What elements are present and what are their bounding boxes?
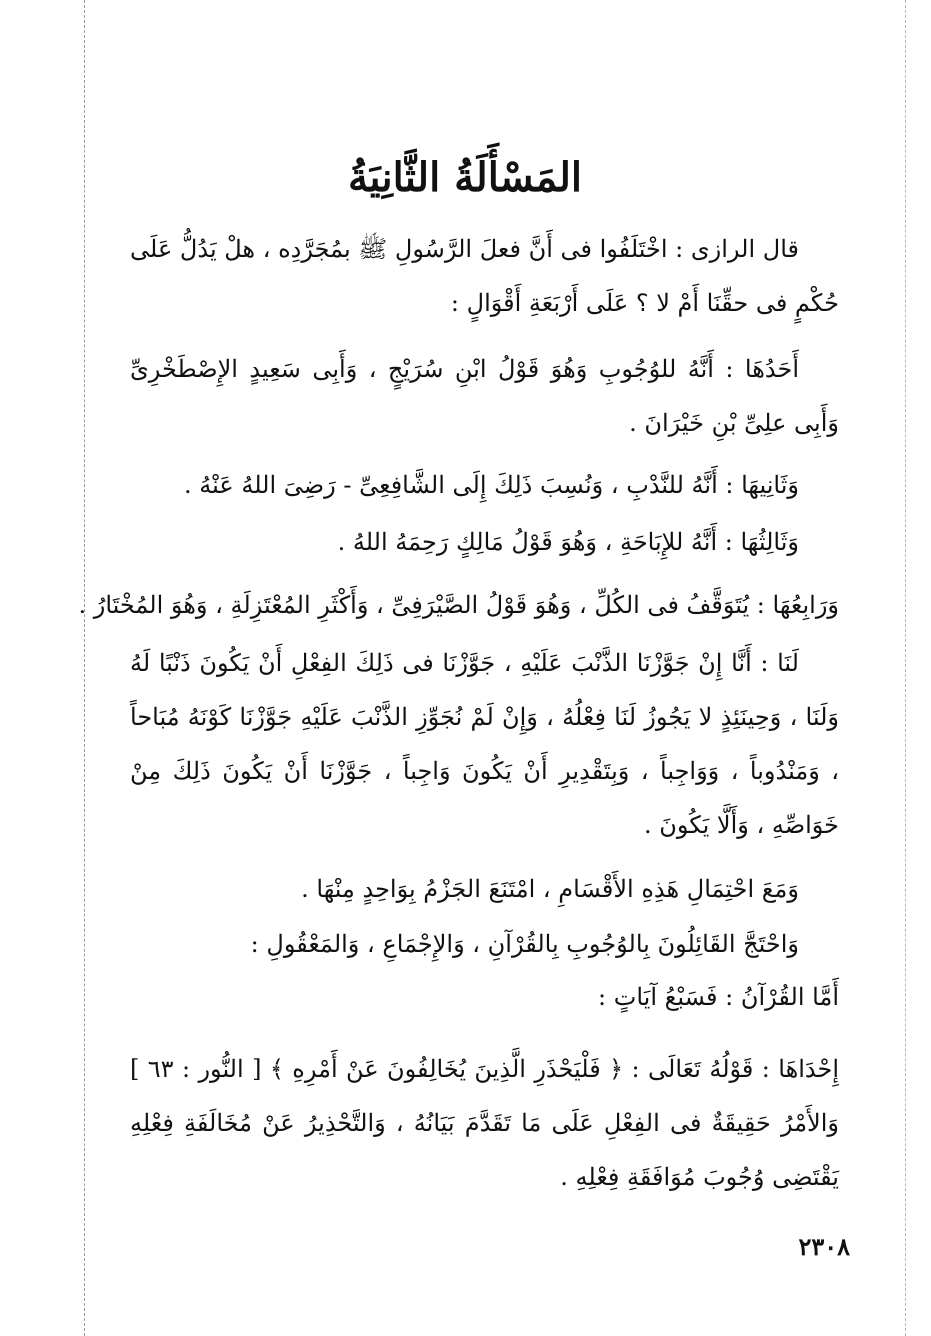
paragraph-first-verse [130,1042,839,1204]
page-number: ٢٣٠٨ [798,1232,850,1261]
paragraph-quran-heading: أَمَّا القُرْآنُ : فَسَبْعُ آيَاتٍ : [598,983,839,1011]
paragraph-argument [130,636,839,852]
paragraph-conclusion: وَمَعَ احْتِمَالِ هَذِهِ الأَقْسَامِ ، امْتَنَعَ الجَزْمُ بِوَاحِدٍ مِنْهَا . [301,875,799,903]
paragraph-text: أَحَدُهَا : أَنَّهُ للوُجُوبِ وَهُوَ قَوْلُ ابْنِ سُرَيْجٍ ، وَأَبِى سَعِيدٍ الإِصْطَخْرِىِّ وَأَبِى علِىِّ بْنِ خَيْرَانَ . [130,355,839,437]
paragraph-fourth-opinion: وَرَابِعُهَا : يُتَوَقَّفُ فى الكُلِّ ، وَهُوَ قَوْلُ الصَّيْرَفِىِّ ، وَأَكْثَرِ المُعْتَزِلَةِ ، وَهُوَ المُخْتَارُ . [78,591,839,619]
paragraph-proponents: وَاحْتَجَّ القَائِلُونَ بِالوُجُوبِ بِالقُرْآنِ ، وَالإِجْمَاعِ ، وَالمَعْقُولِ : [250,930,799,958]
paragraph-first-opinion [130,342,839,450]
paragraph-text: قال الرازى : اخْتَلَفُوا فى أَنَّ فعلَ الرَّسُولِ ﷺ بمُجَرَّدِه ، هلْ يَدُلُّ عَلَى حُكْمٍ فى حقِّنَا أَمْ لا ؟ عَلَى أَرْبَعَةِ أَقْوَالٍ : [130,235,839,317]
paragraph-intro [130,222,839,330]
section-title: المَسْأَلَةُ الثَّانِيَةُ [347,154,583,201]
paragraph-text: لَنَا : أَنَّا إِنْ جَوَّزْنَا الذَّنْبَ عَلَيْهِ ، جَوَّزْنَا فى ذَلِكَ الفِعْلِ أَنْ يَكُونَ ذَنْبًا لَهُ وَلَنَا ، وَحِينَئِذٍ لا يَجُوزُ لَنَا فِعْلُهُ ، وَإِنْ لَمْ نُجَوِّزِ الذَّنْبَ عَلَيْهِ جَوَّزْنَا كَوْنَهُ مُبَاحاً ، وَمَنْدُوباً ، وَوَاجِباً ، وَبِتَقْدِيرِ أَنْ يَكُونَ وَاجِباً ، جَوَّزْنَا أَنْ يَكُونَ ذَلِكَ مِنْ خَوَاصِّهِ ، وَأَلَّا يَكُونَ . [130,649,839,839]
paragraph-second-opinion: وَثَانِيهَا : أَنَّهُ للنَّدْبِ ، وَنُسِبَ ذَلِكَ إِلَى الشَّافِعِىِّ - رَضِىَ اللهُ عَنْهُ . [184,471,799,499]
paragraph-text: إِحْدَاهَا : قَوْلُهُ تَعَالَى : ﴿ فَلْيَحْذَرِ الَّذِينَ يُخَالِفُونَ عَنْ أَمْرِهِ ﴾ [ النُّور : ٦٣ ] وَالأَمْرُ حَقِيقَةٌ فى الفِعْلِ عَلَى مَا تَقَدَّمَ بَيَانُهُ ، وَالتَّحْذِيرُ عَنْ مُخَالَفَةِ فِعْلِهِ يَقْتَضِى وُجُوبَ مُوَافَقَةِ فِعْلِهِ . [130,1055,840,1191]
scan-margin-line-right [905,0,906,1336]
paragraph-third-opinion: وَثَالِثُهَا : أَنَّهُ للإِبَاحَةِ ، وَهُوَ قَوْلُ مَالِكٍ رَحِمَهُ اللهُ . [337,528,799,556]
scan-margin-line-left [84,0,85,1336]
